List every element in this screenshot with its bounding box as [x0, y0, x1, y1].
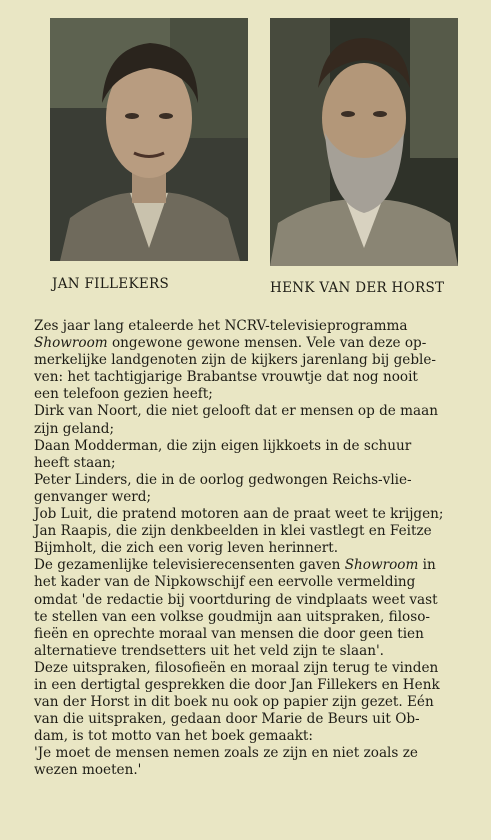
caption-henk-van-der-horst: HENK VAN DER HORST — [270, 280, 445, 296]
blurb-text: 'Je moet de mensen nemen zoals ze zijn en niet zoals ze — [34, 745, 418, 762]
blurb-line — [34, 421, 484, 438]
blurb-text: Dirk van Noort, die niet gelooft dat er mensen op de maan — [34, 403, 439, 420]
portrait-henk-van-der-horst — [270, 18, 458, 266]
blurb-text: alternatieve trendsetters uit het veld zijn te slaan'. — [34, 642, 385, 659]
blurb-line — [34, 335, 484, 352]
blurb-line — [34, 506, 484, 523]
blurb-text: Zes jaar lang etaleerde het NCRV-televisieprogramma — [34, 318, 408, 334]
blurb-text: Peter Linders, die in de oorlog gedwongen Reichs-vlie- — [34, 471, 412, 488]
blurb-text: van die uitspraken, gedaan door Marie de Beurs uit Ob- — [34, 711, 420, 728]
blurb-text: Deze uitspraken, filosofieën en moraal zijn terug te vinden — [34, 659, 439, 676]
blurb-text: een telefoon gezien heeft; — [34, 386, 213, 403]
blurb-text: dam, is tot motto van het boek gemaakt: — [34, 728, 313, 745]
blurb-text: in een dertigtal gesprekken die door Jan Fillekers en Henk — [34, 676, 440, 693]
caption-jan-fillekers: JAN FILLEKERS — [52, 276, 170, 292]
blurb-text: genvanger werd; — [34, 488, 152, 505]
blurb-line — [34, 728, 484, 745]
blurb-text: omdat 'de redactie bij voortduring de vindplaats weet vast — [34, 591, 438, 608]
italic-title: Showroom — [34, 335, 108, 352]
blurb-text: heeft staan; — [34, 454, 116, 471]
blurb-line — [34, 352, 484, 369]
blurb-text: merkelijke landgenoten zijn de kijkers jarenlang bij geble- — [34, 352, 437, 369]
blurb-line — [34, 745, 484, 762]
blurb-line — [34, 386, 484, 403]
blurb-line — [34, 438, 484, 455]
blurb-text: te stellen van een volkse goudmijn aan uitspraken, filoso- — [34, 608, 430, 625]
blurb-text: het kader van de Nipkowschijf een eervolle vermelding — [34, 574, 416, 591]
blurb-line — [34, 455, 484, 472]
blurb-line — [34, 711, 484, 728]
blurb-line — [34, 626, 484, 643]
blurb-text: Jan Raapis, die zijn denkbeelden in klei vastlegt en Feitze — [34, 523, 432, 540]
blurb-line — [34, 574, 484, 591]
italic-title: Showroom — [344, 557, 419, 574]
blurb-text: De gezamenlijke televisierecensenten gaven — [34, 557, 345, 574]
blurb-text: wezen moeten.' — [34, 762, 142, 779]
blurb-text: Daan Modderman, die zijn eigen lijkkoets in de schuur — [34, 437, 412, 454]
blurb-line — [34, 660, 484, 677]
blurb-line — [34, 609, 484, 626]
blurb-text: fieën en oprechte moraal van mensen die door geen tien — [34, 625, 424, 642]
blurb-line — [34, 523, 484, 540]
portrait-jan-fillekers — [50, 18, 248, 261]
blurb-line — [34, 318, 484, 335]
blurb-line — [34, 489, 484, 506]
blurb-line — [34, 677, 484, 694]
blurb-text: van der Horst in dit boek nu ook op papier zijn gezet. Eén — [34, 694, 434, 711]
blurb-line — [34, 557, 484, 574]
blurb-text: ongewone gewone mensen. Vele van deze op- — [107, 335, 427, 352]
blurb-text: zijn geland; — [34, 420, 115, 437]
blurb-line — [34, 762, 484, 779]
blurb-text: ven: het tachtigjarige Brabantse vrouwtje dat nog nooit — [34, 369, 418, 386]
back-cover-blurb — [34, 318, 484, 780]
blurb-text: in — [418, 557, 436, 574]
blurb-line — [34, 592, 484, 609]
blurb-line — [34, 369, 484, 386]
blurb-text: Bijmholt, die zich een vorig leven herinnert. — [34, 540, 339, 557]
blurb-text: Job Luit, die pratend motoren aan de praat weet te krijgen; — [34, 506, 444, 523]
blurb-line — [34, 643, 484, 660]
blurb-line — [34, 403, 484, 420]
blurb-line — [34, 540, 484, 557]
blurb-line — [34, 694, 484, 711]
blurb-line — [34, 472, 484, 489]
